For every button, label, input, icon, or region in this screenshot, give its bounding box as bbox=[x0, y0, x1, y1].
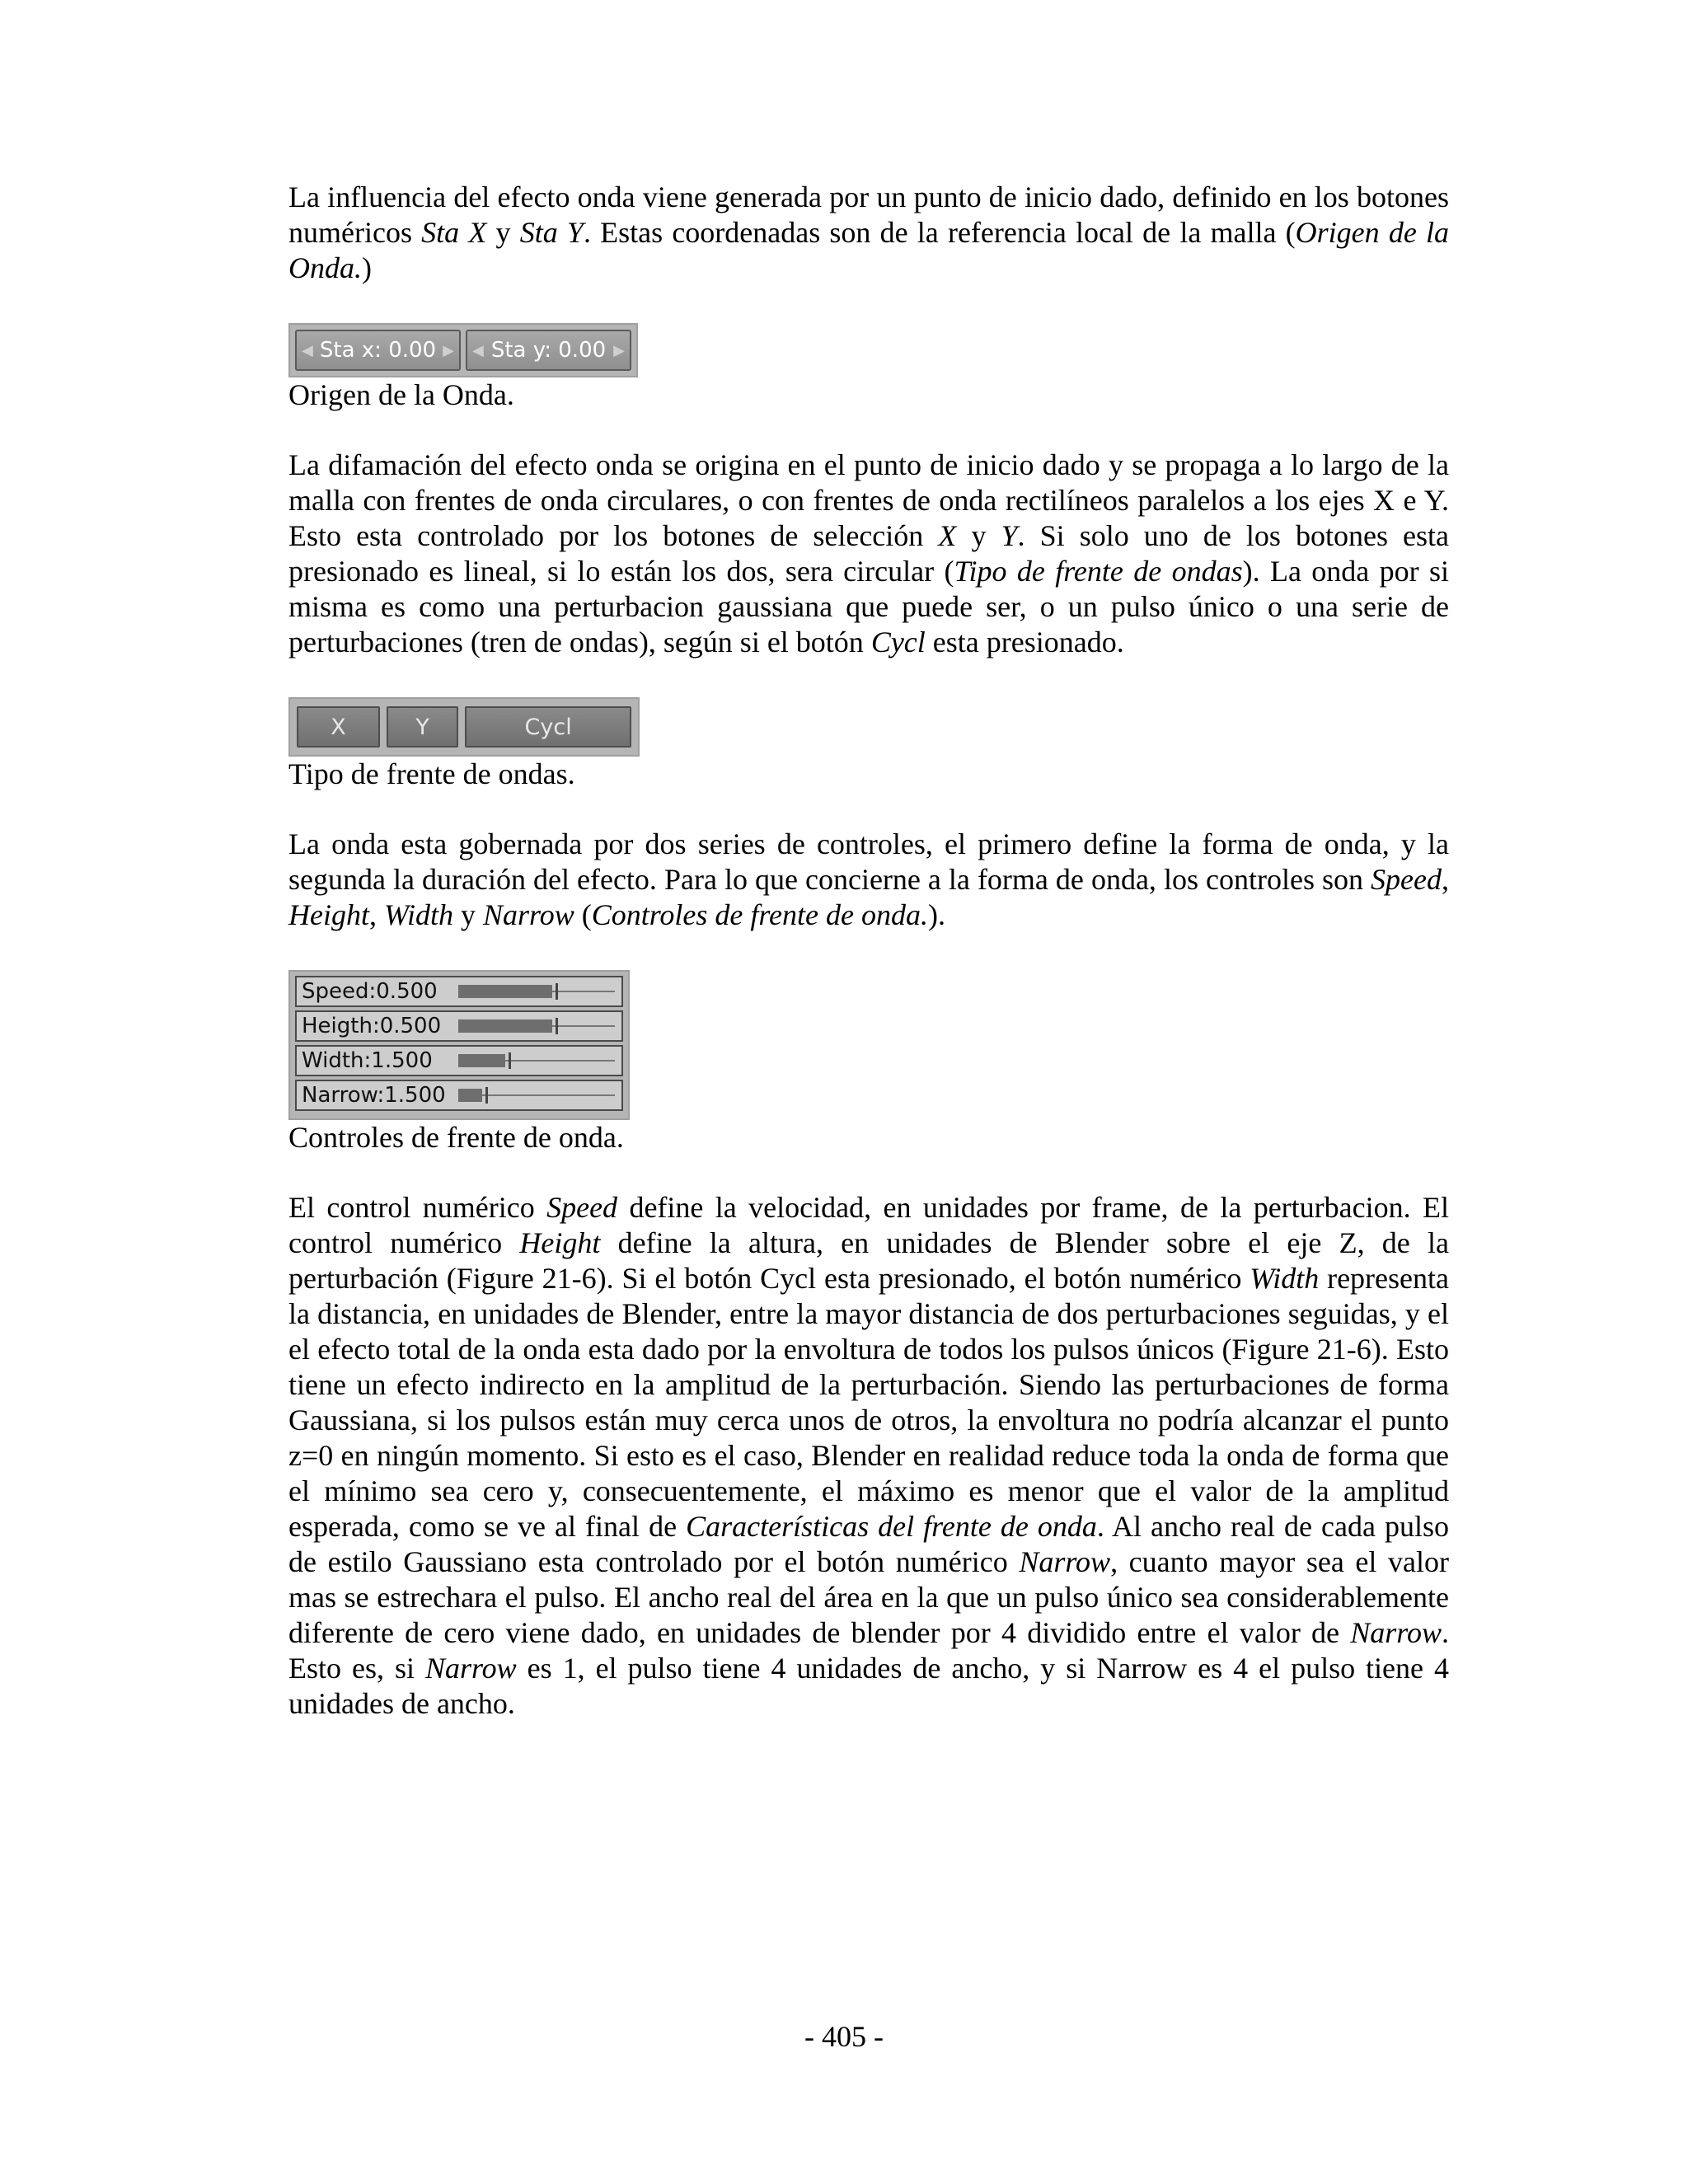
text-italic: Width bbox=[383, 898, 453, 931]
narrow-slider-label: Narrow:1.500 bbox=[302, 1082, 446, 1108]
text: El control numérico bbox=[288, 1191, 547, 1224]
text: , bbox=[368, 898, 384, 931]
sta-panel bbox=[288, 323, 638, 377]
text: define la altura, en unidades de Blender sobre el eje Z, de la perturbación (Figure 21-6). Si el botón Cycl esta presionado, el botón numérico bbox=[288, 1226, 1449, 1295]
track-fill bbox=[458, 985, 552, 998]
track-fill bbox=[458, 1019, 552, 1033]
arrow-left-icon[interactable]: ◀ bbox=[302, 341, 313, 359]
text-italic: Cycl bbox=[870, 626, 926, 658]
text: , bbox=[1442, 863, 1449, 896]
text: y bbox=[486, 216, 520, 249]
text: , cuanto mayor sea el valor mas se estrechara el pulso. El ancho real del área en la que un pulso único sea considerablemente diferente de cero viene dado, en unidades de blender por 4 dividido entre el valor de bbox=[288, 1545, 1449, 1649]
arrow-left-icon[interactable]: ◀ bbox=[472, 341, 484, 359]
figure-origen bbox=[288, 323, 1449, 377]
text: ) bbox=[362, 251, 372, 284]
paragraph-speed-height bbox=[288, 1190, 1449, 1722]
sta-y-button[interactable] bbox=[466, 330, 631, 371]
width-slider-label: Width:1.500 bbox=[302, 1047, 433, 1073]
text: . Esto es, si bbox=[288, 1616, 1449, 1685]
text: ). La onda por si misma es como una perturbacion gaussiana que puede ser, o un pulso único o una serie de perturbaciones (tren de ondas), según si el botón bbox=[288, 555, 1450, 658]
text-italic: X bbox=[938, 519, 957, 552]
sta-y-label: Sta y: 0.00 bbox=[490, 337, 607, 363]
text: . Estas coordenadas son de la referencia local de la malla ( bbox=[583, 216, 1296, 249]
sta-x-button[interactable] bbox=[295, 330, 461, 371]
figure-controles bbox=[288, 970, 1449, 1120]
speed-slider-track[interactable] bbox=[458, 983, 615, 1000]
width-slider[interactable] bbox=[295, 1045, 623, 1076]
text: ( bbox=[574, 898, 592, 931]
text: y bbox=[453, 898, 483, 931]
text-italic: Height bbox=[519, 1226, 601, 1259]
speed-slider[interactable] bbox=[295, 976, 623, 1007]
text-italic: Características del frente de onda bbox=[686, 1510, 1097, 1543]
text-italic: Sta X bbox=[421, 216, 487, 249]
height-slider-track[interactable] bbox=[458, 1018, 615, 1034]
height-slider[interactable] bbox=[295, 1010, 623, 1042]
controles-panel bbox=[288, 970, 630, 1120]
text: La difamación del efecto onda se origina en el punto de inicio dado y se propaga a lo largo de la malla con frentes de onda circulares, o con frentes de onda rectilíneos paralelos a los ejes X e Y. Esto esta controlado por los botones de selección bbox=[288, 448, 1449, 552]
track-fill bbox=[458, 1089, 482, 1102]
slider-knob[interactable] bbox=[556, 983, 558, 1000]
page-number: - 405 - bbox=[804, 2020, 884, 2053]
text-italic: Origen de la Onda. bbox=[288, 216, 1450, 284]
track-line bbox=[458, 1094, 615, 1096]
text: La onda esta gobernada por dos series de controles, el primero define la forma de onda, y la segunda la duración del efecto. Para lo que concierne a la forma de onda, los controles son bbox=[288, 827, 1449, 896]
paragraph-origen bbox=[288, 180, 1449, 286]
caption-controles: Controles de frente de onda. bbox=[288, 1121, 624, 1154]
cycl-toggle-button[interactable]: Cycl bbox=[465, 706, 631, 748]
page-content bbox=[288, 180, 1449, 1722]
text-italic: Width bbox=[1250, 1262, 1320, 1295]
text-italic: Narrow bbox=[483, 898, 574, 931]
text: define la velocidad, en unidades por frame, de la perturbacion. El control numérico bbox=[288, 1191, 1449, 1259]
text: representa la distancia, en unidades de Blender, entre la mayor distancia de dos perturbaciones seguidas, y el el efecto total de la onda esta dado por la envoltura de todos los pulsos únicos (Figure 21-6). Esto tiene un efecto indirecto en la amplitud de la perturbación. Siendo las perturbaciones de forma Gaussiana, si los pulsos están muy cerca unos de otros, la envoltura no podría alcanzar el punto z=0 en ningún momento. Si esto es el caso, Blender en realidad reduce toda la onda de forma que el mínimo sea cero y, consecuentemente, el máximo es menor que el valor de la amplitud esperada, como se ve al final de bbox=[288, 1262, 1449, 1543]
caption-origen: Origen de la Onda. bbox=[288, 378, 514, 411]
paragraph-difamacion bbox=[288, 448, 1449, 660]
arrow-right-icon[interactable]: ▶ bbox=[443, 341, 454, 359]
slider-knob[interactable] bbox=[485, 1087, 488, 1104]
arrow-right-icon[interactable]: ▶ bbox=[613, 341, 625, 359]
slider-knob[interactable] bbox=[556, 1018, 558, 1034]
text: ). bbox=[928, 898, 945, 931]
text: esta presionado. bbox=[925, 626, 1124, 658]
text-italic: Speed bbox=[1371, 863, 1442, 896]
height-slider-label: Heigth:0.500 bbox=[302, 1013, 442, 1038]
slider-knob[interactable] bbox=[509, 1052, 511, 1069]
text-italic: Narrow bbox=[424, 1652, 517, 1685]
paragraph-controles bbox=[288, 827, 1449, 933]
text: La influencia del efecto onda viene generada por un punto de inicio dado, definido en los botones numéricos bbox=[288, 180, 1449, 249]
speed-slider-label: Speed:0.500 bbox=[302, 978, 438, 1004]
text-italic: Narrow bbox=[1350, 1616, 1442, 1649]
narrow-slider[interactable] bbox=[295, 1080, 623, 1111]
width-slider-track[interactable] bbox=[458, 1052, 615, 1069]
text: . Si solo uno de los botones esta presionado es lineal, si lo están los dos, sera circular ( bbox=[288, 519, 1450, 588]
text-italic: Sta Y bbox=[519, 216, 584, 249]
text-italic: Tipo de frente de ondas bbox=[954, 555, 1243, 588]
text-italic: Height bbox=[288, 898, 369, 931]
text: y bbox=[956, 519, 1001, 552]
text: es 1, el pulso tiene 4 unidades de ancho, y si Narrow es 4 el pulso tiene 4 unidades de ancho. bbox=[288, 1652, 1449, 1720]
text-italic: Narrow bbox=[1019, 1545, 1111, 1578]
caption-tipo: Tipo de frente de ondas. bbox=[288, 757, 575, 790]
tipo-panel bbox=[288, 697, 640, 757]
sta-x-label: Sta x: 0.00 bbox=[319, 337, 437, 363]
text-italic: Controles de frente de onda. bbox=[591, 898, 928, 931]
y-toggle-button[interactable]: Y bbox=[387, 706, 458, 748]
text-italic: Speed bbox=[546, 1191, 618, 1224]
text: . Al ancho real de cada pulso de estilo Gaussiano esta controlado por el botón numérico bbox=[288, 1510, 1450, 1578]
text-italic: Y bbox=[1001, 519, 1018, 552]
figure-tipo bbox=[288, 697, 1449, 757]
narrow-slider-track[interactable] bbox=[458, 1087, 615, 1104]
track-fill bbox=[458, 1054, 505, 1067]
x-toggle-button[interactable]: X bbox=[297, 706, 380, 748]
